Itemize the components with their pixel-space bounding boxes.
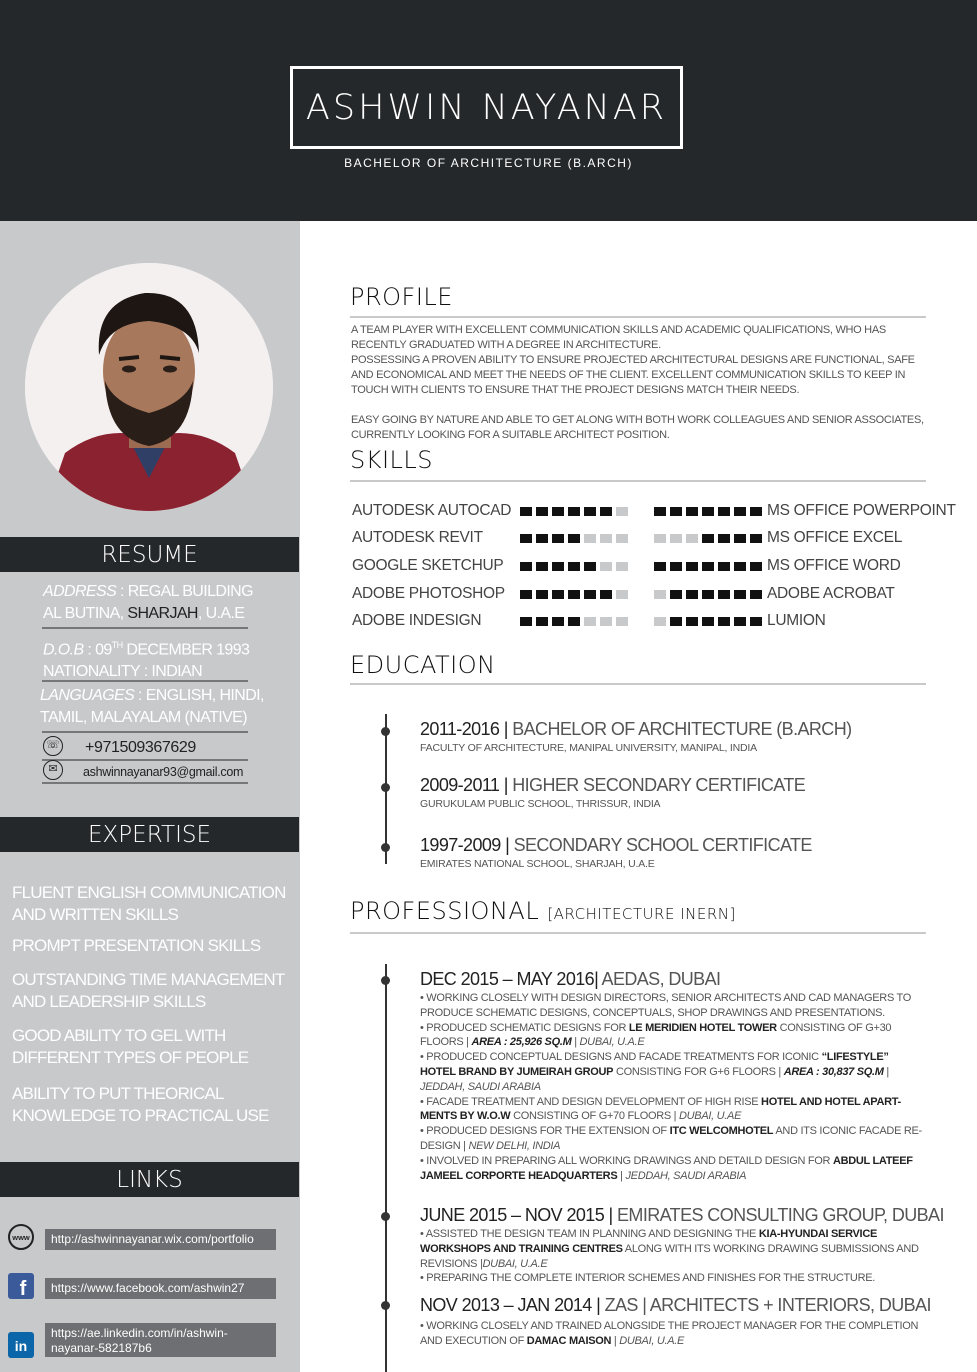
skill-block-filled bbox=[654, 507, 666, 516]
skill-block-filled bbox=[686, 617, 698, 626]
skill-block-filled bbox=[536, 507, 548, 516]
section-rule bbox=[350, 480, 926, 482]
job-period: DEC 2015 – MAY 2016 bbox=[420, 969, 595, 989]
skill-block-filled bbox=[520, 617, 532, 626]
job-bullet: • FACADE TREATMENT AND DESIGN DEVELOPMENT OF HIGH RISE HOTEL AND HOTEL APART-MENTS BY W.O.W CONSISTING OF G+70 FLOORS | DUBAI, U.AE bbox=[420, 1095, 901, 1123]
skills-heading: SKILLS bbox=[350, 446, 434, 474]
job-bullet: • INVOLVED IN PREPARING ALL WORKING DRAWINGS AND DETAILD DESIGN FOR ABDUL LATEEF JAMEEL CORPORTE HEADQUARTERS | JEDDAH, SAUDI ARABIA bbox=[420, 1154, 913, 1182]
skill-block-filled bbox=[568, 507, 580, 516]
profile-para-1: A TEAM PLAYER WITH EXCELLENT COMMUNICATION SKILLS AND ACADEMIC QUALIFICATIONS, WHO HAS RECENTLY GRADUATED WITH A DEGREE IN ARCHITECTURE. bbox=[351, 324, 886, 351]
links-section-title: LINKS bbox=[0, 1162, 299, 1197]
skill-block-empty bbox=[616, 617, 628, 626]
skill-level-bar bbox=[520, 562, 628, 571]
skill-block-filled bbox=[686, 562, 698, 571]
section-rule bbox=[350, 932, 926, 934]
header-banner bbox=[0, 0, 977, 221]
phone-icon: ☏ bbox=[43, 736, 63, 756]
job-description bbox=[420, 1227, 925, 1286]
timeline-dot bbox=[381, 1212, 390, 1221]
divider bbox=[42, 680, 248, 682]
nationality-value: INDIAN bbox=[151, 663, 203, 681]
languages-label: LANGUAGES bbox=[40, 687, 135, 704]
svg-text:f: f bbox=[19, 1278, 27, 1299]
professional-timeline bbox=[385, 964, 387, 1372]
timeline-dot bbox=[381, 976, 390, 985]
address-line2a: AL BUTINA, bbox=[43, 605, 124, 622]
expertise-item: OUTSTANDING TIME MANAGEMENT AND LEADERSHIP SKILLS bbox=[12, 970, 285, 1011]
job-bullet: • WORKING CLOSELY WITH DESIGN DIRECTORS, SENIOR ARCHITECTS AND CAD MANAGERS TO PRODUCE SCHEMATIC DESIGNS, CONCEPTUALS, SHOP DRAWINGS AND PRESENTATIONS. bbox=[420, 992, 912, 1019]
skill-block-filled bbox=[568, 534, 580, 543]
email-icon: ✉ bbox=[43, 760, 63, 780]
skill-block-filled bbox=[702, 534, 714, 543]
expertise-section-title: EXPERTISE bbox=[0, 817, 299, 852]
phone-number[interactable]: +971509367629 bbox=[85, 739, 196, 756]
skill-block-filled bbox=[600, 507, 612, 516]
skill-block-filled bbox=[552, 507, 564, 516]
skill-name: MS OFFICE POWERPOINT bbox=[767, 502, 956, 519]
timeline-dot bbox=[381, 843, 390, 852]
skill-level-bar bbox=[654, 507, 762, 516]
skill-block-empty bbox=[616, 534, 628, 543]
email-address[interactable]: ashwinnayanar93@gmail.com bbox=[83, 765, 244, 779]
section-rule bbox=[350, 316, 926, 318]
languages-line2: TAMIL, MALAYALAM (NATIVE) bbox=[40, 709, 247, 726]
skill-block-filled bbox=[734, 562, 746, 571]
address-info: ADDRESS : REGAL BUILDING AL BUTINA, SHARJAH, U.A.E bbox=[43, 583, 253, 622]
www-icon bbox=[8, 1224, 34, 1250]
job-bullet: • ASSISTED THE DESIGN TEAM IN PLANNING AND DESIGNING THE KIA-HYUNDAI SERVICE WORKSHOPS AND TRAINING CENTRES ALONG WITH ITS WORKING DRAWING SUBMISSIONS AND REVISIONS |DUBAI, U.A.E bbox=[420, 1228, 919, 1270]
skill-block-filled bbox=[718, 534, 730, 543]
skill-name: AUTODESK REVIT bbox=[352, 529, 483, 546]
skill-level-bar bbox=[520, 507, 628, 516]
skill-name: LUMION bbox=[767, 612, 826, 629]
skill-level-bar bbox=[520, 617, 628, 626]
skill-block-filled bbox=[654, 562, 666, 571]
timeline-dot bbox=[381, 1301, 390, 1310]
skill-block-filled bbox=[552, 590, 564, 599]
dob-sup: TH bbox=[111, 640, 123, 650]
skill-block-filled bbox=[520, 590, 532, 599]
address-line1: REGAL BUILDING bbox=[127, 583, 253, 600]
skill-block-filled bbox=[750, 590, 762, 599]
skill-name: ADOBE PHOTOSHOP bbox=[352, 585, 505, 602]
dob-rest: DECEMBER 1993 bbox=[126, 641, 250, 659]
address-label: ADDRESS bbox=[43, 583, 117, 600]
dob-label: D.O.B bbox=[43, 641, 84, 659]
education-entry: 2011-2016 | BACHELOR OF ARCHITECTURE (B.ARCH) bbox=[420, 719, 852, 739]
edu-years: 2009-2011 bbox=[420, 775, 500, 795]
timeline-dot bbox=[381, 727, 390, 736]
profile-para-2: POSSESSING A PROVEN ABILITY TO ENSURE PROJECTED ARCHITECTURAL DESIGNS ARE FUNCTIONAL, SAFE AND ECONOMICAL AND MEET THE NEEDS OF THE CLIENT. EXCELLENT COMMUNICATION SKILLS TO KEEP IN TOUCH WITH CLIENTS TO ENSURE THAT THE PROJECT DESIGNS MATCH THEIR NEEDS. bbox=[351, 354, 915, 396]
profile-para-3: EASY GOING BY NATURE AND ABLE TO GET ALONG WITH BOTH WORK COLLEAGUES AND SENIOR ASSOCIATES, CURRENTLY LOOKING FOR A SUITABLE ARCHITECT POSITION. bbox=[351, 414, 924, 441]
skill-block-filled bbox=[702, 507, 714, 516]
edu-years: 1997-2009 bbox=[420, 835, 501, 855]
skill-block-filled bbox=[536, 590, 548, 599]
languages-info: LANGUAGES : ENGLISH, HINDI, TAMIL, MALAYALAM (NATIVE) bbox=[40, 685, 264, 729]
skill-block-empty bbox=[616, 590, 628, 599]
skill-block-filled bbox=[734, 590, 746, 599]
svg-text:in: in bbox=[14, 1338, 28, 1354]
skill-block-filled bbox=[750, 617, 762, 626]
facebook-link[interactable]: https://www.facebook.com/ashwin27 bbox=[45, 1278, 276, 1299]
timeline-dot bbox=[381, 783, 390, 792]
skill-block-filled bbox=[536, 562, 548, 571]
skill-block-filled bbox=[750, 562, 762, 571]
skill-block-filled bbox=[552, 562, 564, 571]
skill-block-filled bbox=[702, 617, 714, 626]
education-heading: EDUCATION bbox=[350, 651, 496, 679]
skill-block-filled bbox=[702, 562, 714, 571]
skill-block-filled bbox=[750, 534, 762, 543]
dob-info: D.O.B : 09TH DECEMBER 1993 NATIONALITY : INDIAN bbox=[43, 640, 250, 681]
profile-heading: PROFILE bbox=[350, 283, 453, 311]
skill-level-bar bbox=[520, 534, 628, 543]
skill-level-bar bbox=[654, 534, 762, 543]
skill-name: AUTODESK AUTOCAD bbox=[352, 502, 512, 519]
job-company: ZAS | ARCHITECTS + INTERIORS, DUBAI bbox=[604, 1295, 931, 1315]
divider bbox=[42, 759, 248, 761]
skill-block-empty bbox=[600, 562, 612, 571]
skill-block-filled bbox=[750, 507, 762, 516]
skill-name: MS OFFICE WORD bbox=[767, 557, 901, 574]
profile-text bbox=[351, 323, 926, 443]
edu-years: 2011-2016 bbox=[420, 719, 500, 739]
dob-day: 09 bbox=[95, 641, 112, 659]
skill-block-filled bbox=[568, 590, 580, 599]
skill-block-filled bbox=[718, 590, 730, 599]
job-description bbox=[420, 1319, 925, 1349]
skill-block-empty bbox=[670, 534, 682, 543]
job-company: EMIRATES CONSULTING GROUP, DUBAI bbox=[617, 1205, 944, 1225]
person-name: ASHWIN NAYANAR bbox=[305, 87, 668, 128]
skill-block-filled bbox=[734, 507, 746, 516]
section-rule bbox=[350, 683, 926, 685]
job-entry: DEC 2015 – MAY 2016| AEDAS, DUBAI bbox=[420, 969, 721, 989]
skill-block-filled bbox=[734, 617, 746, 626]
expertise-item: ABILITY TO PUT THEORICAL KNOWLEDGE TO PRACTICAL USE bbox=[12, 1084, 269, 1125]
svg-text:www: www bbox=[12, 1233, 30, 1242]
skill-block-empty bbox=[584, 617, 596, 626]
skill-block-filled bbox=[718, 562, 730, 571]
professional-title: PROFESSIONAL bbox=[350, 897, 540, 925]
skill-block-empty bbox=[616, 562, 628, 571]
edu-degree: BACHELOR OF ARCHITECTURE (B.ARCH) bbox=[512, 719, 852, 739]
address-city: SHARJAH bbox=[127, 605, 198, 622]
skill-name: MS OFFICE EXCEL bbox=[767, 529, 903, 546]
linkedin-link[interactable]: https://ae.linkedin.com/in/ashwin-nayanar-582187b6 bbox=[45, 1323, 276, 1357]
nationality-label: NATIONALITY bbox=[43, 663, 140, 681]
skill-block-filled bbox=[702, 590, 714, 599]
portfolio-link[interactable]: http://ashwinnayanar.wix.com/portfolio bbox=[45, 1229, 276, 1250]
address-country: , U.A.E bbox=[197, 605, 245, 622]
skill-block-empty bbox=[600, 534, 612, 543]
education-entry: 2009-2011 | HIGHER SECONDARY CERTIFICATE bbox=[420, 775, 806, 795]
job-entry: JUNE 2015 – NOV 2015 | EMIRATES CONSULTING GROUP, DUBAI bbox=[420, 1205, 944, 1225]
skill-block-filled bbox=[670, 617, 682, 626]
job-bullet: • PRODUCED CONCEPTUAL DESIGNS AND FACADE TREATMENTS FOR ICONIC “LIFESTYLE” HOTEL BRAND BY JUMEIRAH GROUP CONSISTING FOR G+6 FLOORS | AREA : 30,837 SQ.M | JEDDAH, SAUDI ARABIA bbox=[420, 1051, 889, 1093]
profile-photo bbox=[25, 263, 273, 511]
skill-block-filled bbox=[670, 507, 682, 516]
name-box bbox=[290, 66, 683, 149]
edu-school: EMIRATES NATIONAL SCHOOL, SHARJAH, U.A.E bbox=[420, 858, 655, 870]
edu-degree: SECONDARY SCHOOL CERTIFICATE bbox=[513, 835, 812, 855]
job-bullet: • WORKING CLOSELY AND TRAINED ALONGSIDE THE PROJECT MANAGER FOR THE COMPLETION AND EXECUTION OF DAMAC MAISON | DUBAI, U.A.E bbox=[420, 1320, 919, 1347]
linkedin-icon bbox=[8, 1332, 34, 1358]
skill-level-bar bbox=[520, 590, 628, 599]
resume-section-title: RESUME bbox=[0, 537, 299, 572]
skill-name: ADOBE ACROBAT bbox=[767, 585, 895, 602]
expertise-item: FLUENT ENGLISH COMMUNICATION AND WRITTEN SKILLS bbox=[12, 883, 286, 924]
skill-block-filled bbox=[552, 534, 564, 543]
skill-block-empty bbox=[654, 534, 666, 543]
skill-block-empty bbox=[600, 617, 612, 626]
divider bbox=[42, 627, 248, 629]
edu-degree: HIGHER SECONDARY CERTIFICATE bbox=[512, 775, 806, 795]
job-bullet: • PRODUCED DESIGNS FOR THE EXTENSION OF ITC WELCOMHOTEL AND ITS ICONIC FACADE RE-DESIGN | NEW DELHI, INDIA bbox=[420, 1125, 922, 1152]
skill-block-filled bbox=[718, 617, 730, 626]
skill-name: GOOGLE SKETCHUP bbox=[352, 557, 504, 574]
skill-block-filled bbox=[568, 617, 580, 626]
skill-block-filled bbox=[718, 507, 730, 516]
divider bbox=[42, 731, 248, 733]
job-bullet: • PREPARING THE COMPLETE INTERIOR SCHEMES AND FINISHES FOR THE STRUCTURE. bbox=[420, 1272, 876, 1285]
skill-block-empty bbox=[686, 534, 698, 543]
skill-block-empty bbox=[584, 534, 596, 543]
skill-block-filled bbox=[670, 562, 682, 571]
skill-block-filled bbox=[600, 590, 612, 599]
professional-subtitle: [ARCHITECTURE INERN] bbox=[547, 905, 736, 923]
job-bullet: • PRODUCED SCHEMATIC DESIGNS FOR LE MERIDIEN HOTEL TOWER CONSISTING OF G+30 FLOORS | AREA : 25,926 SQ.M | DUBAI, U.A.E bbox=[420, 1021, 892, 1049]
skill-block-empty bbox=[654, 617, 666, 626]
skill-block-filled bbox=[584, 507, 596, 516]
skill-block-empty bbox=[654, 590, 666, 599]
skill-level-bar bbox=[654, 562, 762, 571]
skill-block-filled bbox=[536, 617, 548, 626]
skill-block-filled bbox=[584, 562, 596, 571]
education-entry: 1997-2009 | SECONDARY SCHOOL CERTIFICATE bbox=[420, 835, 812, 855]
skill-block-empty bbox=[616, 507, 628, 516]
edu-school: FACULTY OF ARCHITECTURE, MANIPAL UNIVERSITY, MANIPAL, INDIA bbox=[420, 742, 757, 754]
skill-block-filled bbox=[520, 562, 532, 571]
edu-school: GURUKULAM PUBLIC SCHOOL, THRISSUR, INDIA bbox=[420, 798, 661, 810]
expertise-item: PROMPT PRESENTATION SKILLS bbox=[12, 936, 261, 955]
skill-block-filled bbox=[568, 562, 580, 571]
job-company: AEDAS, DUBAI bbox=[601, 969, 721, 989]
skill-level-bar bbox=[654, 590, 762, 599]
divider bbox=[42, 782, 248, 784]
skill-name: ADOBE INDESIGN bbox=[352, 612, 482, 629]
professional-heading bbox=[350, 897, 736, 925]
job-description bbox=[420, 991, 925, 1183]
job-period: JUNE 2015 – NOV 2015 bbox=[420, 1205, 605, 1225]
skill-level-bar bbox=[654, 617, 762, 626]
skill-block-filled bbox=[734, 534, 746, 543]
facebook-icon bbox=[8, 1273, 34, 1299]
skill-block-filled bbox=[536, 534, 548, 543]
skill-block-filled bbox=[686, 590, 698, 599]
skill-block-filled bbox=[584, 590, 596, 599]
degree-subtitle: BACHELOR OF ARCHITECTURE (B.ARCH) bbox=[344, 156, 633, 170]
skill-block-filled bbox=[520, 534, 532, 543]
skill-block-filled bbox=[686, 507, 698, 516]
skill-block-filled bbox=[670, 590, 682, 599]
skill-block-filled bbox=[552, 617, 564, 626]
skill-block-filled bbox=[520, 507, 532, 516]
job-entry: NOV 2013 – JAN 2014 | ZAS | ARCHITECTS + INTERIORS, DUBAI bbox=[420, 1295, 931, 1315]
languages-line1: ENGLISH, HINDI, bbox=[145, 687, 264, 704]
job-period: NOV 2013 – JAN 2014 bbox=[420, 1295, 592, 1315]
expertise-item: GOOD ABILITY TO GEL WITH DIFFERENT TYPES OF PEOPLE bbox=[12, 1026, 249, 1067]
